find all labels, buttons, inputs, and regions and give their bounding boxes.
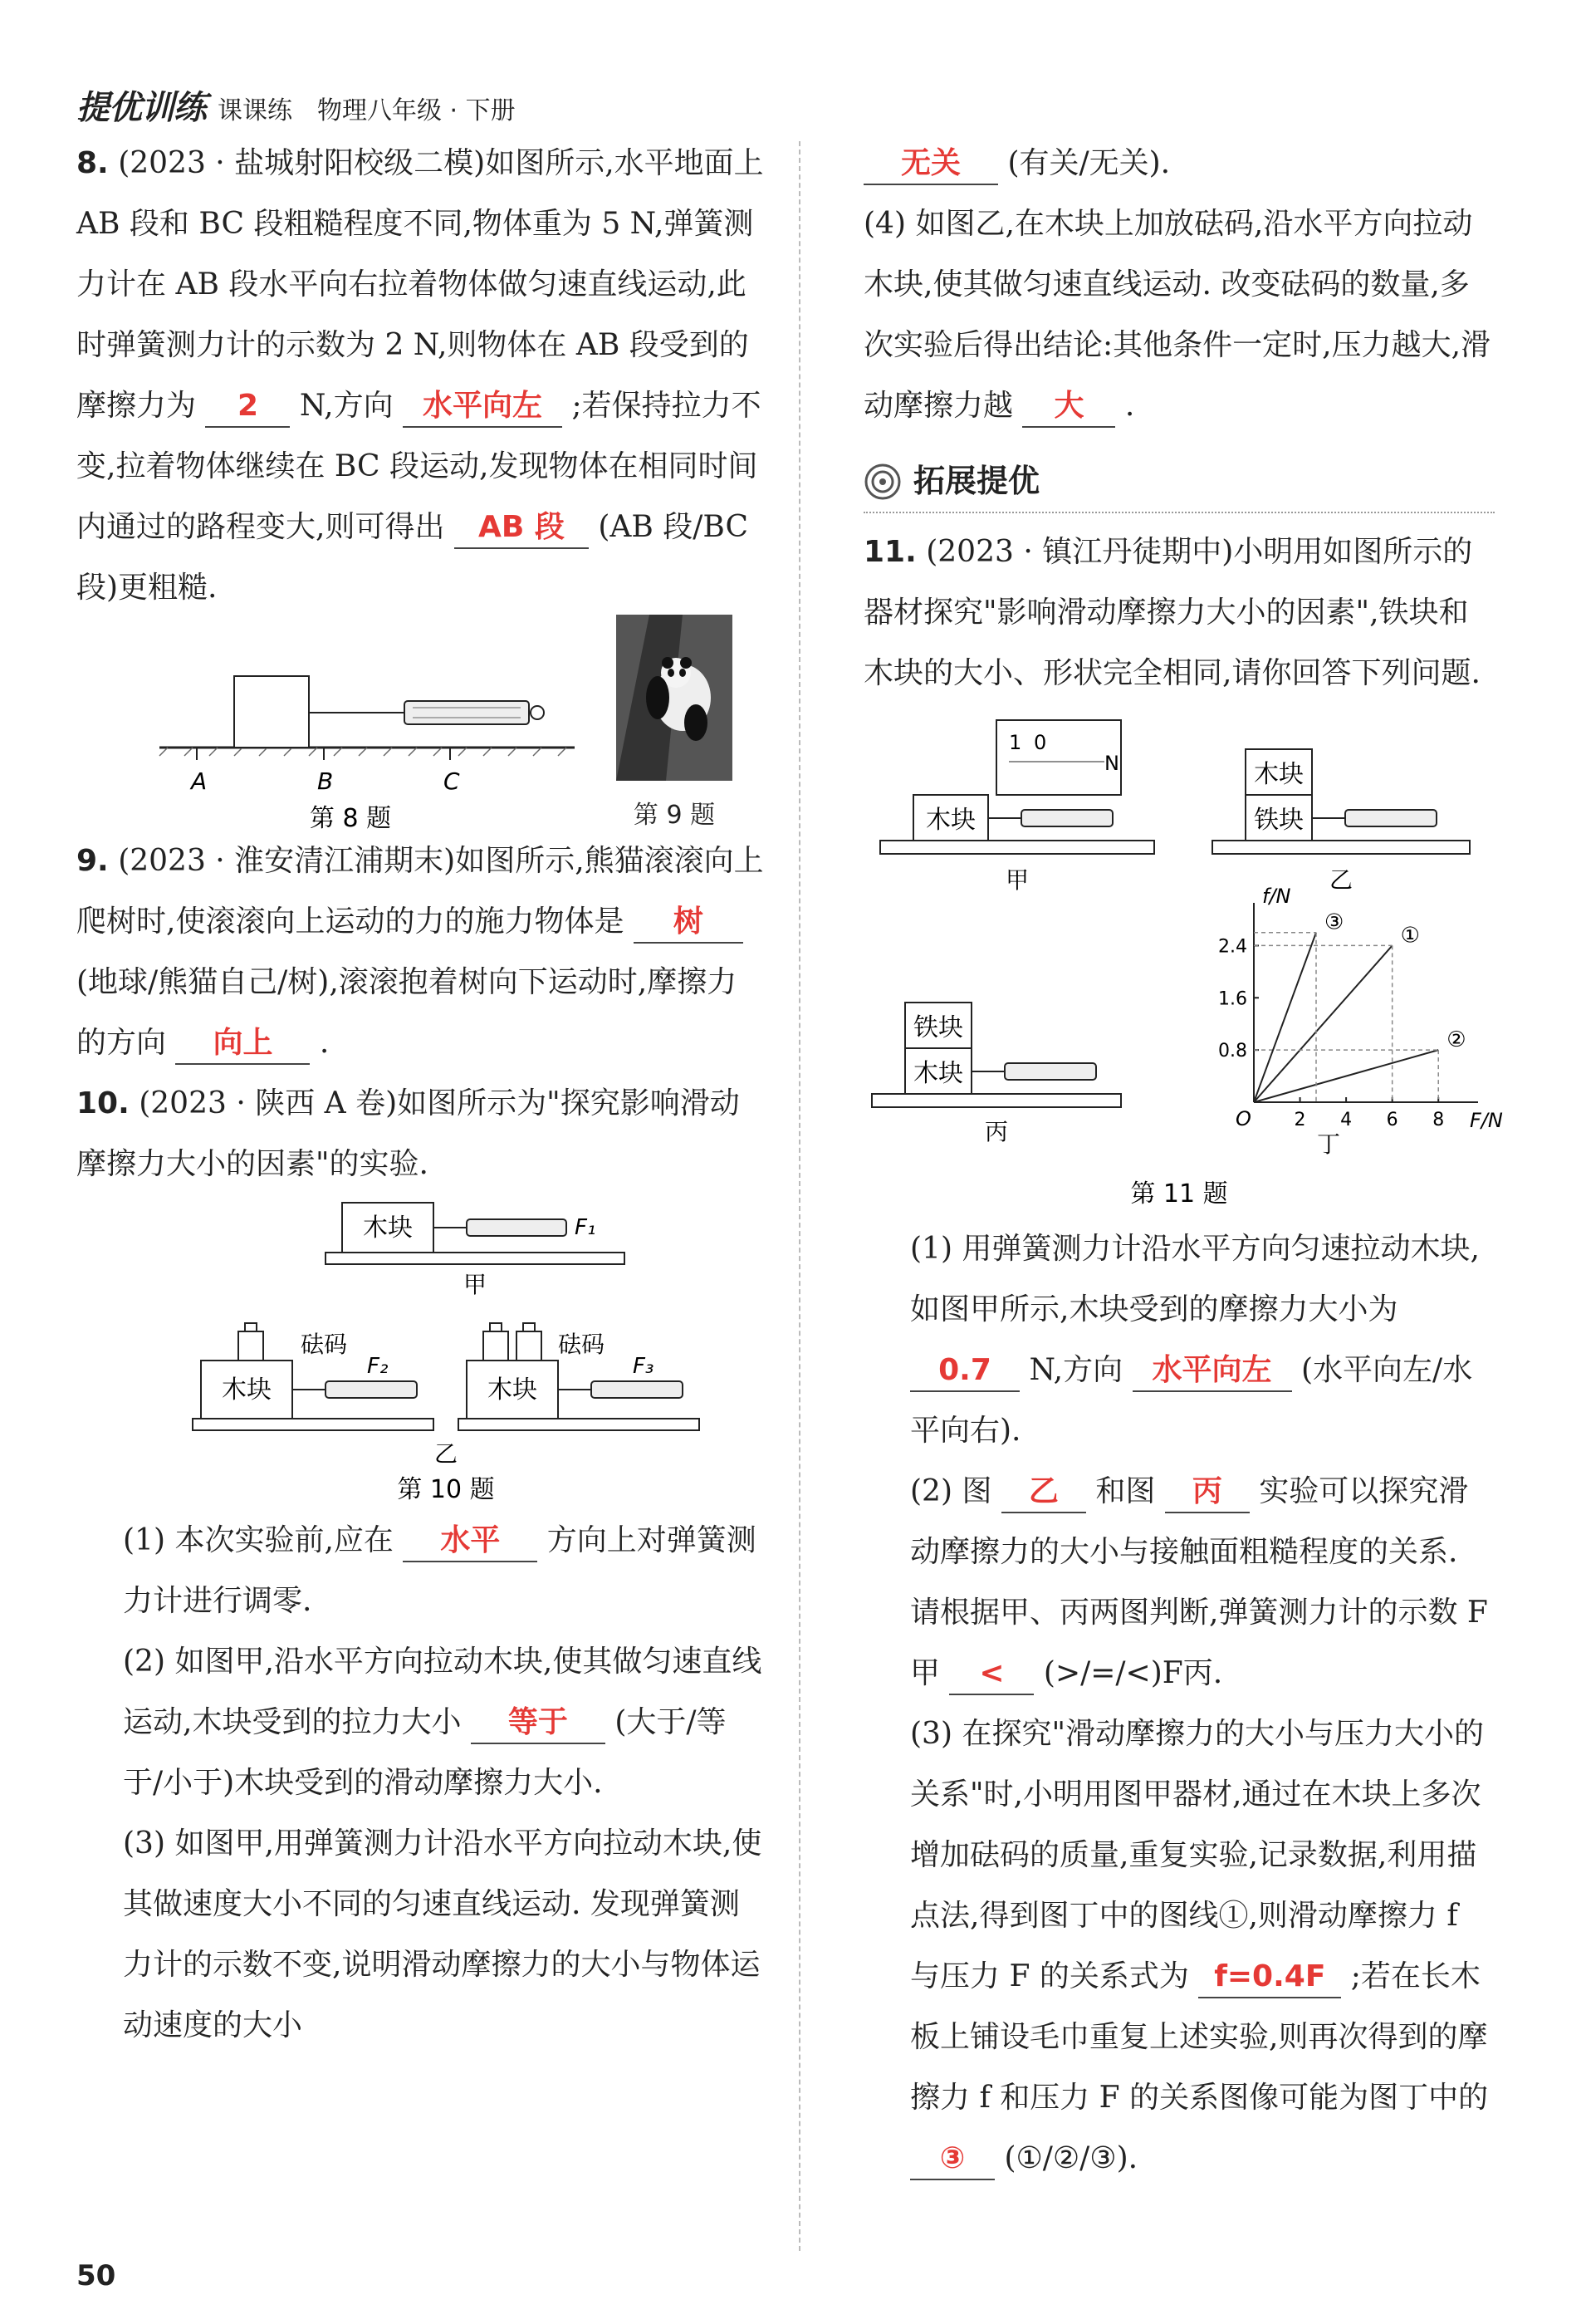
q11-p1-text-c: (水平向左/水平向右). (910, 1353, 1473, 1448)
question-9 (76, 831, 766, 1073)
q10-text-1: (2023 · 陕西 A 卷)如图所示为"探究影响滑动摩擦力大小的因素"的实验. (76, 1086, 740, 1181)
page-header (76, 81, 516, 129)
q10-part-3-cont (864, 133, 1495, 194)
q10-p2-text-a: (2) 如图甲,沿水平方向拉动木块,使其做匀速直线运动,木块受到的拉力大小 (123, 1645, 762, 1739)
y-axis-label: f/N (1262, 885, 1291, 908)
q11-bing-iron: 铁块 (913, 1013, 963, 1042)
q11-p2-text-b: 和图 (1095, 1474, 1156, 1508)
q11-p3-text-c: (①/②/③). (1004, 2141, 1138, 2175)
q10-f1: F₁ (575, 1215, 596, 1240)
q8-text-3: ;若保持拉力不变,拉着物体继续在 BC 段运动,发现物体在相同时间内通过的路程变大,则可得出 (76, 389, 761, 544)
target-icon (864, 463, 902, 501)
series-line (1254, 1050, 1438, 1102)
x-tick-label: 4 (1340, 1110, 1353, 1130)
q11-p2-answer-3: < (949, 1654, 1034, 1695)
q8-answer-3: AB 段 (454, 507, 589, 549)
q10-p2-answer: 等于 (471, 1703, 605, 1744)
q10-p1-answer: 水平 (403, 1521, 537, 1562)
series-line (1254, 933, 1316, 1102)
q11-gauge-0: 0 (1034, 731, 1047, 754)
brand-title: 提优训练 (76, 89, 206, 127)
q10-p4-text-a: (4) 如图乙,在木块上加放砝码,沿水平方向拉动木块,使其做匀速直线运动. 改变砝码的数量,多次实验后得出结论:其他条件一定时,压力越大,滑动摩擦力越 (864, 207, 1491, 423)
q10-yi-block-2: 木块 (487, 1375, 537, 1405)
q11-cap-bing: 丙 (984, 1118, 1009, 1145)
question-10 (76, 1073, 766, 1194)
q11-yi-iron: 铁块 (1254, 806, 1304, 835)
page-number: 50 (76, 2259, 116, 2292)
right-column (864, 133, 1503, 2189)
q11-chart-ding (1218, 885, 1503, 1132)
q11-p1-text-a: (1) 用弹簧测力计沿水平方向匀速拉动木块,如图甲所示,木块受到的摩擦力大小为 (910, 1232, 1480, 1326)
q8-caption: 第 8 题 (309, 804, 392, 833)
column-divider (799, 141, 800, 2251)
q11-cap-ding: 丁 (1316, 1130, 1341, 1158)
section-header (864, 451, 1495, 513)
q11-caption: 第 11 题 (1130, 1179, 1228, 1209)
q8-text-2: N,方向 (299, 389, 394, 423)
series-title: 课课练 (218, 96, 292, 125)
q10-jia-block: 木块 (363, 1213, 413, 1243)
figure-10 (76, 1194, 766, 1510)
section-title: 拓展提优 (913, 463, 1040, 499)
q8-text-1: (2023 · 盐城射阳校级二模)如图所示,水平地面上 AB 段和 BC 段粗糙程度不同,物体重为 5 N,弹簧测力计在 AB 段水平向右拉着物体做匀速直线运动,此时弹簧测力计的示数为 2 N,则物体在 AB 段受到的摩擦力为 (76, 146, 764, 423)
left-column (76, 133, 766, 2056)
series-line (1254, 945, 1393, 1102)
y-tick-label: 0.8 (1218, 1041, 1247, 1062)
q11-p3-answer-1: f=0.4F (1198, 1957, 1341, 1998)
series-label: ① (1400, 923, 1420, 949)
q8-label-b: B (317, 767, 334, 795)
q9-answer-2: 向上 (175, 1023, 310, 1065)
q9-text-3: . (319, 1026, 330, 1060)
book-title: 物理八年级 · 下册 (317, 96, 516, 125)
q10-weight-2: 砝码 (558, 1331, 605, 1358)
y-tick-label: 1.6 (1218, 988, 1247, 1010)
q11-cap-jia: 甲 (1005, 866, 1030, 894)
q10-p2-text-b: (大于/等于/小于)木块受到的滑动摩擦力大小. (123, 1705, 727, 1800)
q10-number: 10. (76, 1086, 130, 1120)
q11-jia-wood: 木块 (926, 806, 976, 835)
q11-part-3 (864, 1704, 1495, 2189)
q10-f3: F₃ (633, 1354, 654, 1379)
q11-yi-wood: 木块 (1254, 760, 1304, 789)
q9-number: 9. (76, 844, 109, 878)
q11-gauge-unit: N (1104, 752, 1119, 775)
q11-p3-answer-2: ③ (910, 2139, 995, 2180)
q11-p2-text-c: 实验可以探究滑动摩擦力的大小与接触面粗糙程度的关系. 请根据甲、丙两图判断,弹簧测力计的示数 F甲 (910, 1474, 1488, 1690)
q9-text-2: (地球/熊猫自己/树),滚滚抱着树向下运动时,摩擦力的方向 (76, 965, 737, 1060)
x-tick-label: 2 (1294, 1110, 1306, 1130)
figure-11 (864, 704, 1503, 1218)
q10-cap-yi: 乙 (433, 1440, 458, 1468)
y-tick-label: 2.4 (1218, 936, 1247, 958)
q11-p1-text-b: N,方向 (1029, 1353, 1123, 1387)
q8-answer-1: 2 (205, 386, 290, 428)
q10-caption: 第 10 题 (397, 1475, 495, 1504)
q11-part-1 (864, 1218, 1495, 1461)
q10-weight-1: 砝码 (301, 1331, 348, 1358)
q10-p1-text-a: (1) 本次实验前,应在 (123, 1523, 394, 1557)
figure-9-panda-photo (616, 615, 732, 781)
q10-p1-text-b: 方向上对弹簧测力计进行调零. (123, 1523, 756, 1618)
q10-p3-answer: 无关 (864, 144, 998, 185)
q11-bing-wood: 木块 (913, 1059, 963, 1088)
q8-block (234, 676, 309, 748)
q10-p3-text-b: (有关/无关). (1007, 146, 1171, 180)
q9-text-1: (2023 · 淮安清江浦期末)如图所示,熊猫滚滚向上爬树时,使滚滚向上运动的力的施力物体是 (76, 844, 764, 939)
q11-p2-answer-1: 乙 (1001, 1472, 1086, 1513)
q10-part-3 (76, 1813, 766, 2056)
series-label: ② (1446, 1027, 1466, 1053)
q9-caption: 第 9 题 (633, 801, 716, 830)
q8-spring-scale (404, 701, 544, 724)
q11-p2-text-d: (>/=/<)F丙. (1043, 1656, 1223, 1690)
q10-p4-text-b: . (1124, 389, 1135, 423)
q8-text-4: (AB 段/BC 段)更粗糙. (76, 510, 749, 605)
q11-p2-text-a: (2) 图 (910, 1474, 992, 1508)
origin-label: O (1236, 1107, 1251, 1130)
q10-part-4 (864, 194, 1495, 436)
q11-text-1: (2023 · 镇江丹徒期中)小明用如图所示的器材探究"影响滑动摩擦力大小的因素",铁块和木块的大小、形状完全相同,请你回答下列问题. (864, 535, 1481, 690)
q10-f2: F₂ (367, 1354, 389, 1379)
q9-answer-1: 树 (634, 902, 743, 944)
x-axis-label: F/N (1470, 1109, 1503, 1132)
q11-gauge-1: 1 (1009, 731, 1022, 754)
q10-part-1 (76, 1510, 766, 1631)
q10-cap-jia: 甲 (463, 1271, 487, 1298)
q11-p1-answer-1: 0.7 (910, 1351, 1020, 1392)
series-label: ③ (1324, 909, 1344, 935)
q8-label-a: A (191, 767, 208, 795)
q11-number: 11. (864, 535, 917, 569)
question-8 (76, 133, 766, 618)
q11-p2-answer-2: 丙 (1165, 1472, 1250, 1513)
q11-part-2 (864, 1461, 1495, 1704)
q10-yi-block-1: 木块 (222, 1375, 272, 1405)
q11-p3-text-b: ;若在长木板上铺设毛巾重复上述实验,则再次得到的摩擦力 f 和压力 F 的关系图像可能为图丁中的 (910, 1959, 1489, 2115)
figures-8-9 (76, 623, 766, 831)
q11-cap-yi: 乙 (1329, 866, 1353, 894)
q11-p3-text-a: (3) 在探究"滑动摩擦力的大小与压力大小的关系"时,小明用图甲器材,通过在木块上多次增加砝码的质量,重复实验,记录数据,利用描点法,得到图丁中的图线①,则滑动摩擦力 f 与压力 F 的关系式为 (910, 1717, 1484, 1993)
q10-part-2 (76, 1631, 766, 1813)
q8-label-c: C (443, 767, 460, 795)
q11-p1-answer-2: 水平向左 (1133, 1351, 1292, 1392)
question-11 (864, 522, 1495, 704)
x-tick-label: 8 (1432, 1110, 1445, 1130)
x-tick-label: 6 (1386, 1110, 1398, 1130)
q8-number: 8. (76, 146, 109, 180)
q10-p4-answer: 大 (1022, 386, 1115, 428)
q8-answer-2: 水平向左 (403, 386, 562, 428)
q10-p3-text-a: (3) 如图甲,用弹簧测力计沿水平方向拉动木块,使其做速度大小不同的匀速直线运动. 发现弹簧测力计的示数不变,说明滑动摩擦力的大小与物体运动速度的大小 (123, 1826, 762, 2042)
